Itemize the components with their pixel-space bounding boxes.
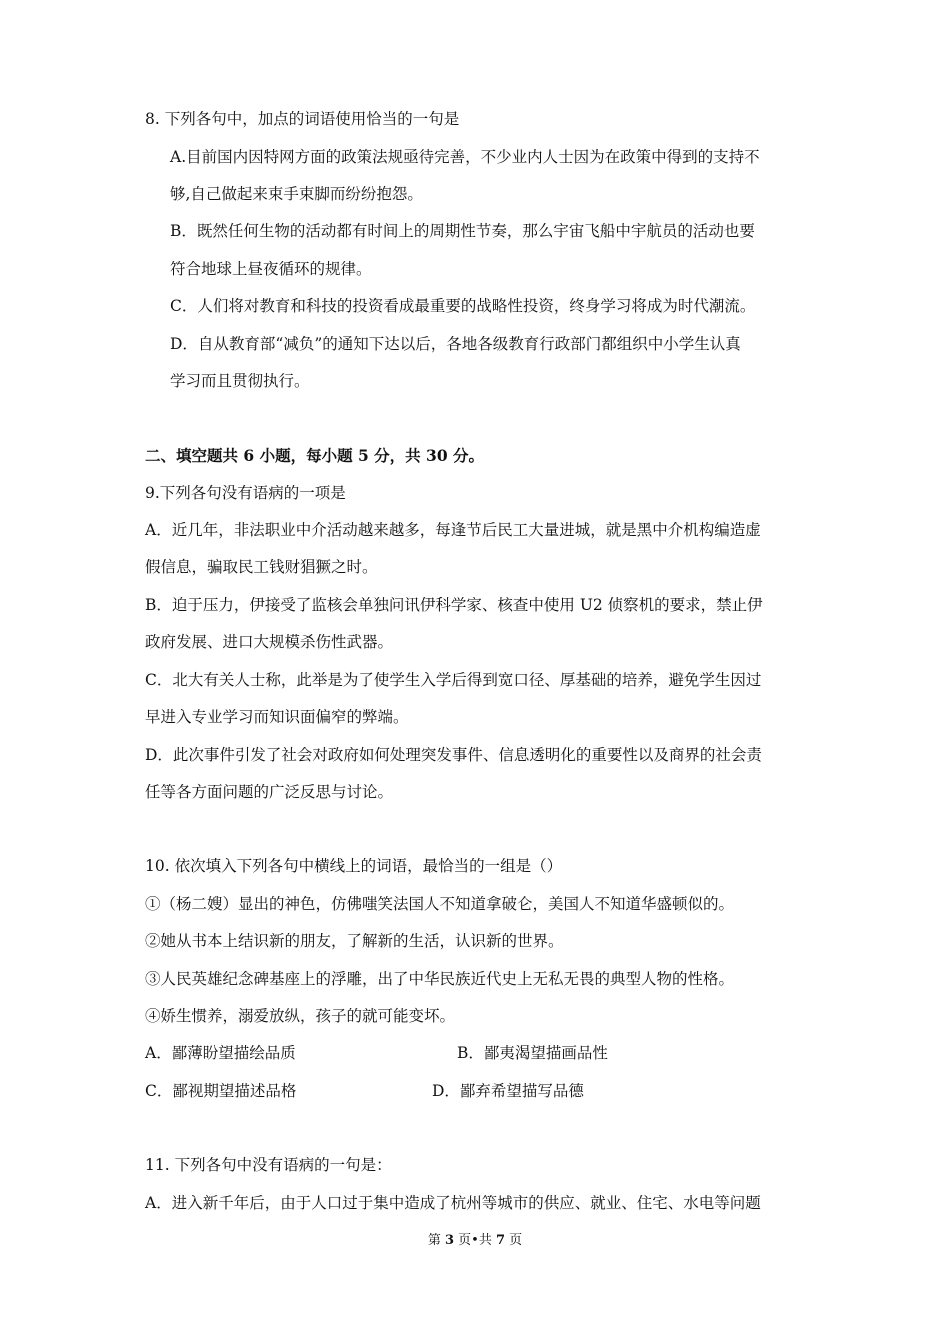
question-10-sentence-3: ③人民英雄纪念碑基座上的浮雕，出了中华民族近代史上无私无畏的典型人物的性格。 bbox=[145, 970, 735, 988]
question-9-option-c-line2: 早进入专业学习而知识面偏窄的弊端。 bbox=[145, 708, 409, 726]
footer-suffix: 页 bbox=[505, 1233, 523, 1248]
question-8-option-a-line2: 够,自己做起来束手束脚而纷纷抱怨。 bbox=[170, 185, 423, 203]
question-8-stem: 8. 下列各句中，加点的词语使用恰当的一句是 bbox=[145, 110, 460, 128]
question-10-sentence-4: ④娇生惯养，溺爱放纵，孩子的就可能变坏。 bbox=[145, 1007, 456, 1025]
page-footer bbox=[0, 1232, 950, 1250]
question-9-option-b-line1: B．迫于压力，伊接受了监核会单独问讯伊科学家、核查中使用 U2 侦察机的要求，禁止伊 bbox=[145, 596, 763, 614]
question-10-sentence-1: ①（杨二嫂）显出的神色，仿佛嗤笑法国人不知道拿破仑，美国人不知道华盛顿似的。 bbox=[145, 895, 735, 913]
question-8-option-c: C．人们将对教育和科技的投资看成最重要的战略性投资，终身学习将成为时代潮流。 bbox=[170, 297, 756, 315]
question-9-stem: 9.下列各句没有语病的一项是 bbox=[145, 484, 346, 502]
question-9-option-d-line2: 任等各方面问题的广泛反思与讨论。 bbox=[145, 783, 394, 801]
question-9-option-b-line2: 政府发展、进口大规模杀伤性武器。 bbox=[145, 633, 394, 651]
question-9-option-c-line1: C．北大有关人士称，此举是为了使学生入学后得到宽口径、厚基础的培养，避免学生因过 bbox=[145, 671, 762, 689]
question-8-option-a-line1: A.目前国内因特网方面的政策法规亟待完善，不少业内人士因为在政策中得到的支持不 bbox=[170, 148, 760, 166]
question-11-stem: 11. 下列各句中没有语病的一句是： bbox=[145, 1156, 392, 1174]
footer-middle: 页•共 bbox=[454, 1233, 496, 1248]
question-11-option-a-line1: A．进入新千年后，由于人口过于集中造成了杭州等城市的供应、就业、住宅、水电等问题 bbox=[145, 1194, 761, 1212]
question-9-option-a-line2: 假信息，骗取民工钱财猖獗之时。 bbox=[145, 558, 378, 576]
total-page-number: 7 bbox=[495, 1233, 506, 1248]
question-9-option-a-line1: A．近几年，非法职业中介活动越来越多，每逢节后民工大量进城，就是黑中介机构编造虚 bbox=[145, 521, 761, 539]
question-10-stem: 10. 依次填入下列各句中横线上的词语，最恰当的一组是（） bbox=[145, 857, 563, 875]
question-8-option-b-line1: B．既然任何生物的活动都有时间上的周期性节奏，那么宇宙飞船中宇航员的活动也要 bbox=[170, 222, 755, 240]
question-9-option-d-line1: D．此次事件引发了社会对政府如何处理突发事件、信息透明化的重要性以及商界的社会责 bbox=[145, 746, 762, 764]
footer-prefix: 第 bbox=[427, 1233, 445, 1248]
question-8-option-d-line1: D．自从教育部“减负”的通知下达以后，各地各级教育行政部门都组织中小学生认真 bbox=[170, 335, 741, 353]
current-page-number: 3 bbox=[444, 1233, 455, 1248]
question-10-option-b: B．鄙夷渴望描画品性 bbox=[457, 1044, 608, 1062]
section-2-heading: 二、填空题共 6 小题，每小题 5 分，共 30 分。 bbox=[145, 446, 485, 465]
question-10-option-a: A．鄙薄盼望描绘品质 bbox=[145, 1044, 296, 1062]
question-10-option-c: C．鄙视期望描述品格 bbox=[145, 1082, 297, 1100]
question-10-sentence-2: ②她从书本上结识新的朋友，了解新的生活，认识新的世界。 bbox=[145, 932, 564, 950]
question-8-option-d-line2: 学习而且贯彻执行。 bbox=[170, 372, 310, 390]
question-8-option-b-line2: 符合地球上昼夜循环的规律。 bbox=[170, 260, 372, 278]
question-10-option-d: D．鄙弃希望描写品德 bbox=[432, 1082, 584, 1100]
